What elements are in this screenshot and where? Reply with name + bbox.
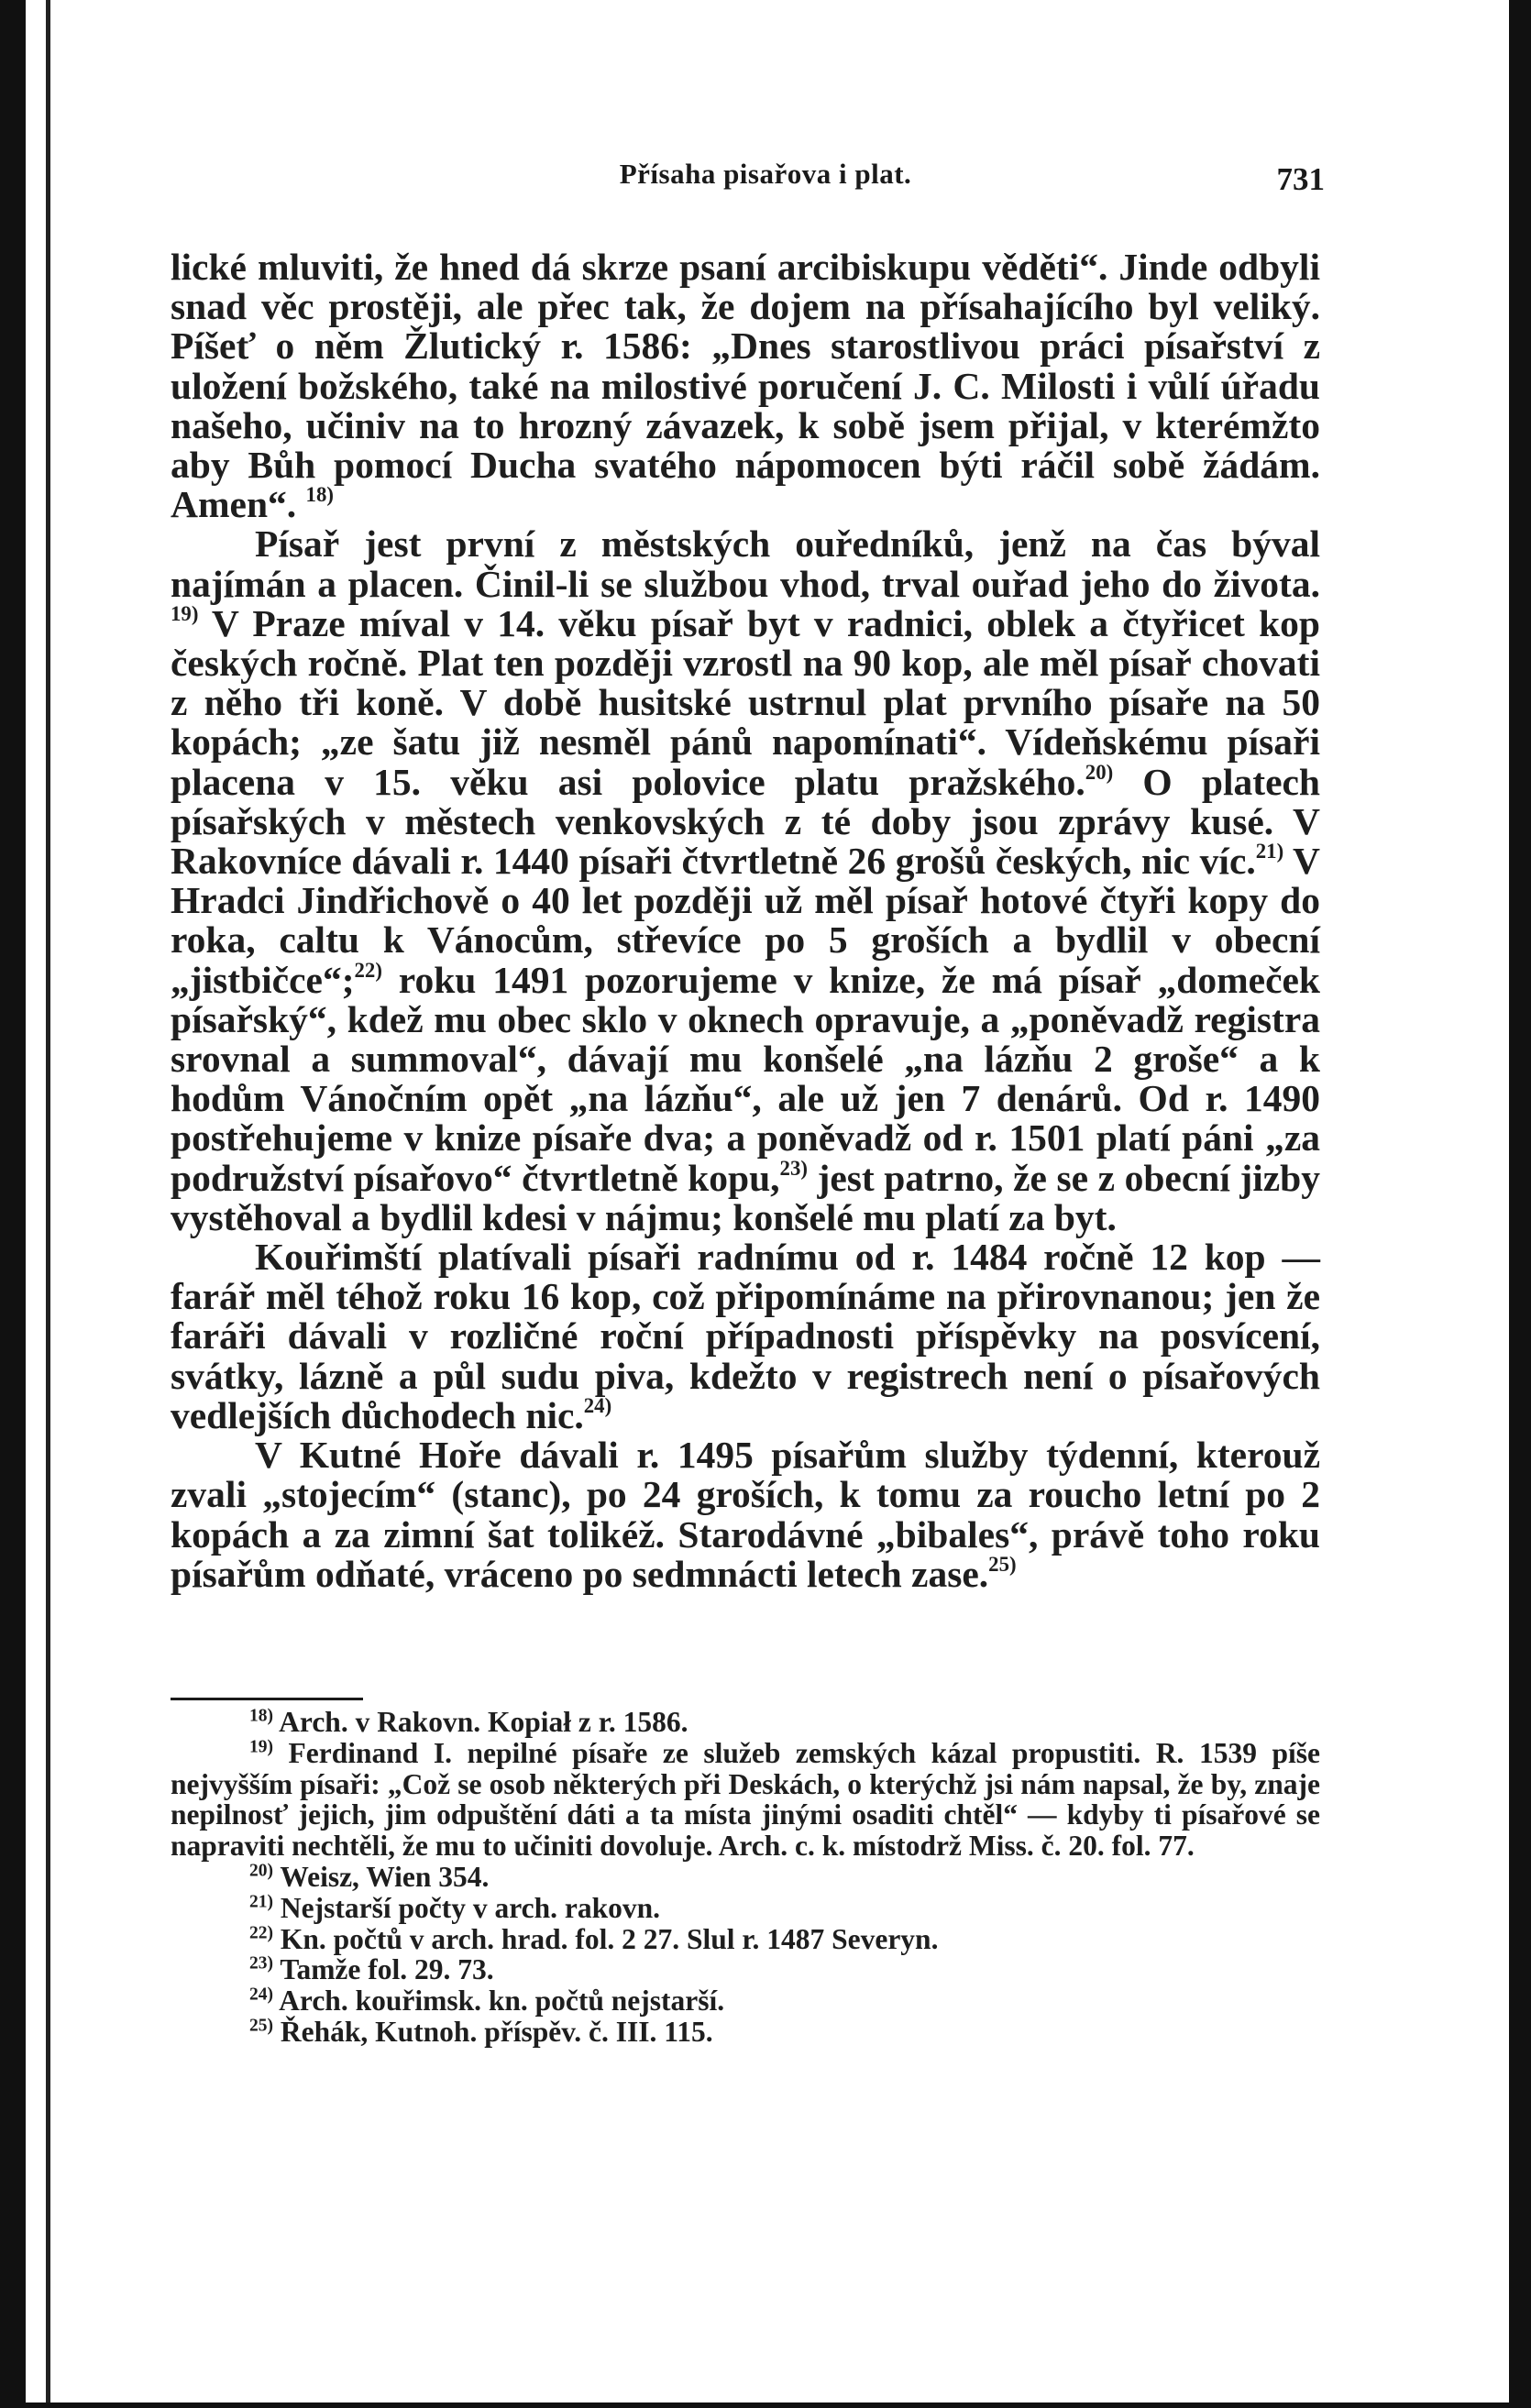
footnote-number: 25) [249, 2016, 274, 2036]
scan-right-border [1509, 0, 1531, 2408]
paragraph-text: lické mluviti, že hned dá skrze psaní arcibiskupu věděti“. Jinde odbyli snad věc prostěji, ale přec tak, že dojem na přísahajícího byl veliký. Píšeť o něm Žlutický r. 1586: „Dnes starostlivou práci písařství z uložení božského, také na milostivé poručení J. C. Milosti i vůlí úřadu našeho, učiniv na to hrozný závazek, k sobě jsem přijal, v kterémžto aby Bůh pomocí Ducha svatého nápomocen býti ráčil sobě žádám. Amen“. [171, 246, 1320, 526]
page-number: 731 [1276, 161, 1325, 197]
footnote [171, 1707, 1320, 1738]
paragraph-text: V Kutné Hoře dávali r. 1495 písařům služby týdenní, kterouž zvali „stojecím“ (stanc), po 24 groších, k tomu za roucho letní po 2 kopách a za zimní šat tolikéž. Starodávné „bibales“, právě toho roku písařům odňaté, vráceno po sedmnácti letech zase. [171, 1434, 1320, 1595]
footnote-text: Arch. kouřimsk. kn. počtů nejstarší. [273, 1985, 725, 2018]
footnote-number: 19) [249, 1737, 274, 1757]
footnote [171, 1862, 1320, 1893]
footnote-text: Tamže fol. 29. 73. [273, 1953, 494, 1986]
footnote-text: Ferdinand I. nepilné písaře ze služeb zemských kázal propustiti. R. 1539 píše nejvyšším písaři: „Což se osob některých při Deskách, o kterýchž jsi nám napsal, že by, znaje nepilnosť jejich, jim odpuštění dáti a ta místa jinými osaditi chtěl“ — kdyby ti písařové se napraviti nechtěli, že mu to učiniti dovoluje. Arch. c. k. místodrž Miss. č. 20. fol. 77. [171, 1736, 1320, 1863]
footnote-number: 20) [249, 1861, 274, 1881]
footnote-text: Kn. počtů v arch. hrad. fol. 2 27. Slul r. 1487 Severyn. [273, 1922, 939, 1955]
paragraph-text: roku 1491 pozorujeme v knize, že má písař „domeček písařský“, kdež mu obec sklo v oknech opravuje, a „poněvadž registra srovnal a summoval“, dávají mu konšelé „na lázňu 2 groše“ a k hodům Vánočním opět „na lázňu“, ale už jen 7 denárů. Od r. 1490 postřehujeme v knize písaře dva; a poněvadž od r. 1501 platí páni „za podružství písařovo“ čtvrtletně kopu, [171, 958, 1320, 1199]
paragraph-3 [171, 1237, 1320, 1435]
footnote-text: Weisz, Wien 354. [273, 1860, 490, 1893]
running-header [0, 158, 1531, 197]
footnote-ref: 24) [583, 1393, 612, 1417]
footnote-number: 22) [249, 1922, 274, 1942]
paragraph-text: V Praze míval v 14. věku písař byt v radnici, oblek a čtyřicet kop českých ročně. Plat ten později vzrostl na 90 kop, ale měl písař chovati z něho tři koně. V době husitské ustrnul plat prvního písaře na 50 kopách; „ze šatu již nesměl pánů napomínati“. Vídeňskému písaři placena v 15. věku asi polovice platu pražského. [171, 601, 1320, 803]
footnote-separator [171, 1698, 363, 1700]
paragraph-text: V Hradci Jindřichově o 40 let později už měl písař hotové čtyři kopy do roka, caltu k Vánocům, střevíce po 5 groších a bydlil v obecní „jistbičce“; [171, 840, 1320, 1001]
footnote [171, 1924, 1320, 1955]
scan-bottom-border [0, 2403, 1531, 2408]
footnote-number: 23) [249, 1953, 274, 1974]
footnote [171, 2017, 1320, 2048]
footnote-number: 24) [249, 1985, 274, 2005]
footnote-ref: 19) [171, 601, 199, 625]
paragraph-text: O platech písařských v městech venkovských z té doby jsou zprávy kusé. V Rakovníce dávali r. 1440 písaři čtvrtletně 26 grošů českých, nic víc. [171, 760, 1320, 883]
footnote-ref: 25) [988, 1552, 1017, 1576]
running-title: Přísaha pisařova i plat. [619, 158, 912, 190]
footnote [171, 1954, 1320, 1985]
footnote-ref: 21) [1255, 839, 1284, 863]
footnote-number: 18) [249, 1706, 274, 1726]
paragraph-text: Kouřimští platívali písaři radnímu od r. 1484 ročně 12 kop — farář měl téhož roku 16 kop, což připomínáme na přirovnanou; jen že faráři dávali v rozličné roční případnosti příspěvky na posvícení, svátky, lázně a půl sudu piva, kdežto v registrech není o písařových vedlejších důchodech nic. [171, 1236, 1320, 1436]
footnote-ref: 20) [1085, 760, 1114, 784]
scan-left-border [0, 0, 26, 2408]
paragraph-text: jest patrno, že se z obecní jizby vystěhoval a bydlil kdesi v nájmu; konšelé mu platí za byt. [171, 1156, 1320, 1238]
footnote [171, 1738, 1320, 1862]
footnote-text: Řehák, Kutnoh. příspěv. č. III. 115. [273, 2015, 713, 2048]
footnote-ref: 18) [305, 483, 334, 507]
paragraph-1 [171, 247, 1320, 524]
paragraph-4 [171, 1435, 1320, 1594]
footnotes [171, 1707, 1320, 2048]
scan-left-page-edge [46, 0, 50, 2408]
paragraph-2 [171, 524, 1320, 1237]
body-text [171, 247, 1320, 1594]
paragraph-text: Písař jest první z městských ouředníků, jenž na čas býval najímán a placen. Činil-li se službou vhod, trval ouřad jeho do života. [171, 522, 1320, 605]
footnote-ref: 23) [779, 1156, 808, 1180]
footnote-text: Arch. v Rakovn. Kopiał z r. 1586. [273, 1706, 688, 1738]
footnote-number: 21) [249, 1892, 274, 1912]
footnote-text: Nejstarší počty v arch. rakovn. [273, 1891, 661, 1924]
footnote-ref: 22) [354, 958, 382, 982]
scan-left-gap [26, 0, 46, 2408]
footnote [171, 1893, 1320, 1924]
footnote [171, 1985, 1320, 2017]
